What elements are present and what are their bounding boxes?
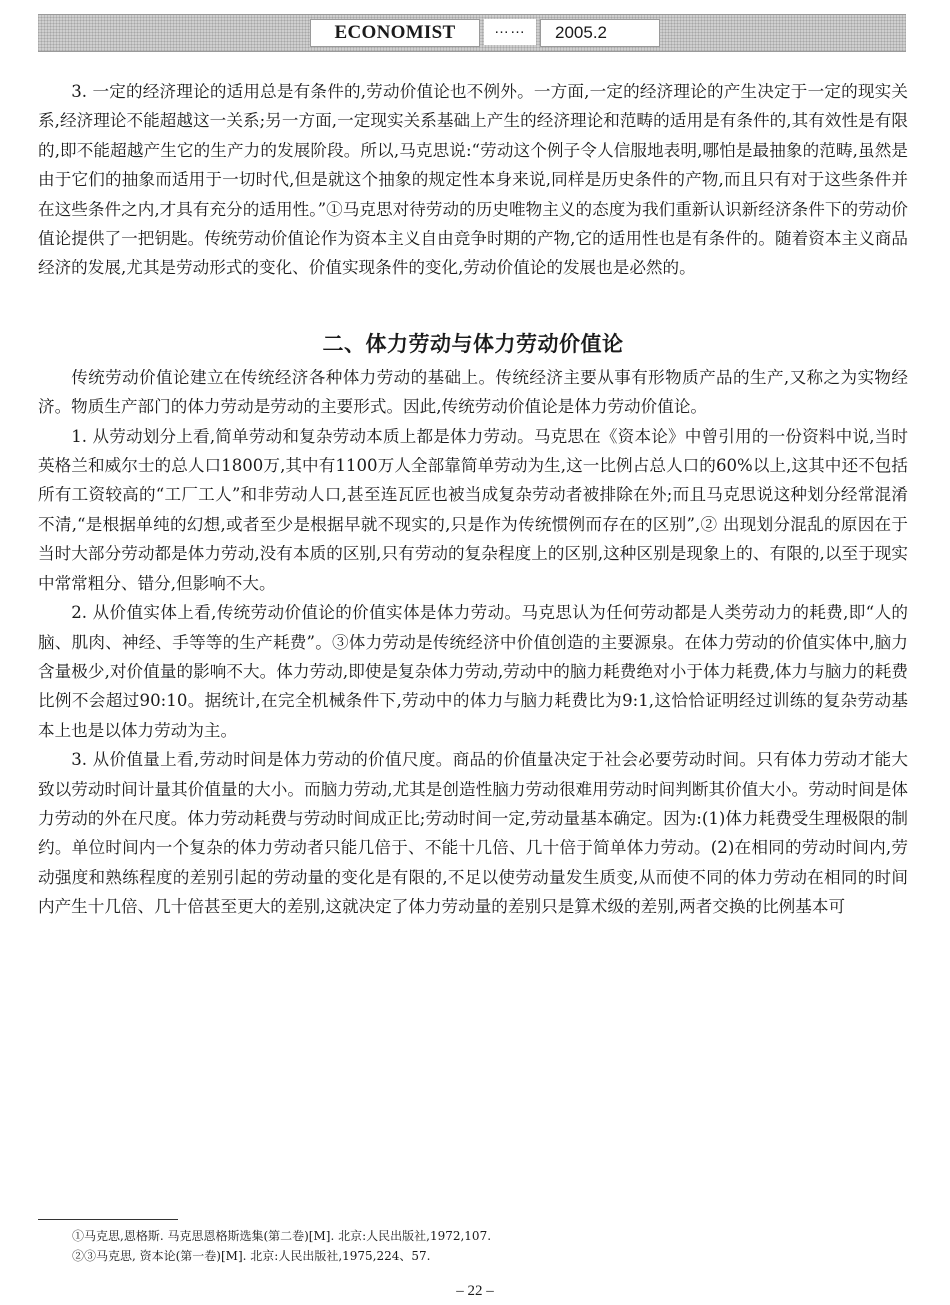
body-paragraph: 3. 一定的经济理论的适用总是有条件的,劳动价值论也不例外。一方面,一定的经济理论的产生决定于一定的现实关系,经济理论不能超越这一关系;另一方面,一定现实关系基础上产生的经济理论和范畴的适用是有条件的,其有效性是有限的,即不能超越产生它的生产力的发展阶段。所以,马克思说:“劳动这个例子令人信服地表明,哪怕是最抽象的范畴,虽然是由于它们的抽象而适用于一切时代,但是就这个抽象的规定性本身来说,同样是历史条件的产物,而且只有对于这些条件并在这些条件之内,才具有充分的适用性。”①马克思对待劳动的历史唯物主义的态度为我们重新认识新经济条件下的劳动价值论提供了一把钥匙。传统劳动价值论作为资本主义自由竞争时期的产物,它的适用性也是有条件的。随着资本主义商品经济的发展,尤其是劳动形式的变化、价值实现条件的变化,劳动价值论的发展也是必然的。 (38, 82, 908, 278)
body-paragraph: 3. 从价值量上看,劳动时间是体力劳动的价值尺度。商品的价值量决定于社会必要劳动时间。只有体力劳动才能大致以劳动时间计量其价值量的大小。而脑力劳动,尤其是创造性脑力劳动很难用劳动时间判断其价值大小。劳动时间是体力劳动的外在尺度。体力劳动耗费与劳动时间成正比;劳动时间一定,劳动量基本确定。因为:(1)体力耗费受生理极限的制约。单位时间内一个复杂的体力劳动者只能几倍于、不能十几倍、几十倍于简单体力劳动。(2)在相同的劳动时间内,劳动强度和熟练程度的差别引起的劳动量的变化是有限的,不足以使劳动量发生质变,从而使不同的体力劳动在相同的时间内产生十几倍、几十倍甚至更大的差别,这就决定了体力劳动量的差别只是算术级的差别,两者交换的比例基本可 (38, 750, 908, 917)
body-paragraph: 1. 从劳动划分上看,简单劳动和复杂劳动本质上都是体力劳动。马克思在《资本论》中曾引用的一份资料中说,当时英格兰和威尔士的总人口1800万,其中有1100万人全部靠简单劳动为生,这一比例占总人口的60%以上,这其中还不包括所有工资较高的“工厂工人”和非劳动人口,甚至连瓦匠也被当成复杂劳动者被排除在外;而且马克思说这种划分经常混淆不清,“是根据单纯的幻想,或者至少是根据早就不现实的,只是作为传统惯例而存在的区别”,② 出现划分混乱的原因在于当时大部分劳动都是体力劳动,没有本质的区别,只有劳动的复杂程度上的区别,这种区别是现象上的、有限的,以至于现实中常常粗分、错分,但影响不大。 (38, 426, 908, 593)
body-paragraph: 2. 从价值实体上看,传统劳动价值论的价值实体是体力劳动。马克思认为任何劳动都是人类劳动力的耗费,即“人的脑、肌肉、神经、手等等的生产耗费”。③体力劳动是传统经济中价值创造的主要源泉。在体力劳动的价值实体中,脑力含量极少,对价值量的影响不大。体力劳动,即使是复杂体力劳动,劳动中的脑力耗费绝对小于体力耗费,体力与脑力的耗费比例不会超过90:10。据统计,在完全机械条件下,劳动中的体力与脑力耗费比为9:1,这恰恰证明经过训练的复杂劳动基本上也是以体力劳动为主。 (38, 603, 908, 740)
page-number: – 22 – (456, 1283, 494, 1299)
header-separator: …… (484, 19, 536, 45)
body-paragraph: 传统劳动价值论建立在传统经济各种体力劳动的基础上。传统经济主要从事有形物质产品的生产,又称之为实物经济。物质生产部门的体力劳动是劳动的主要形式。因此,传统劳动价值论是体力劳动价值论。 (38, 367, 908, 417)
article-body (38, 77, 908, 922)
footnote: ②③马克思, 资本论(第一卷)[M]. 北京:人民出版社,1975,224、57. (72, 1249, 431, 1263)
running-header (38, 14, 906, 52)
footnote: ①马克思,恩格斯. 马克思恩格斯选集(第二卷)[M]. 北京:人民出版社,1972,107. (72, 1229, 492, 1243)
footnote-divider (38, 1219, 178, 1220)
section-title: 二、体力劳动与体力劳动价值论 (322, 330, 624, 356)
footnotes (72, 1226, 892, 1266)
journal-title: ECONOMIST (310, 19, 480, 47)
issue-number: 2005.2 (540, 19, 660, 47)
